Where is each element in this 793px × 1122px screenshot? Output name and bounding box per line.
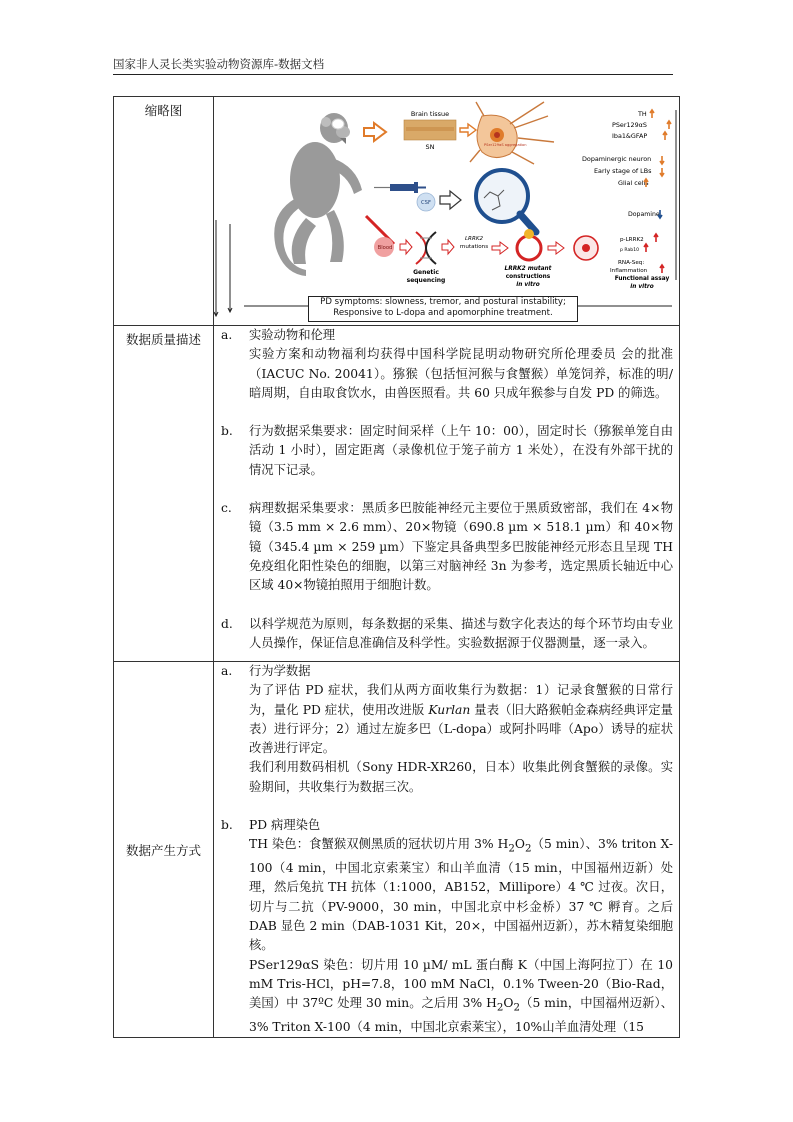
subscript: 2 [524, 842, 532, 855]
section-mark: d. [221, 616, 233, 631]
section-mark: a. [221, 664, 233, 678]
text-run: PSer129αS 染色：切片用 10 µM/ mL 蛋白酶 K（中国上海阿拉丁）在 10 mM Tris-HCl，pH=7.8，100 mM NaCl，0.1% Tween-20（Bio-Rad，美国）中 37ºC 处理 30 min。之后用 3% H [249, 957, 673, 1011]
sn-label: SN [425, 143, 435, 151]
section-body [249, 681, 673, 758]
brain-marker [332, 119, 344, 129]
header-rule [113, 74, 673, 75]
thumbnail-figure [214, 98, 680, 324]
th-label: TH [638, 110, 647, 118]
quality-section-b [214, 422, 679, 480]
magnifier-icon [476, 170, 536, 232]
marker-arrows [644, 110, 671, 187]
data-table [113, 96, 680, 1038]
pser-staining-paragraph [249, 956, 673, 1038]
iba-label: Iba1&GFAP [612, 132, 648, 140]
symptoms-caption [308, 296, 578, 322]
thumbnail-label-cell [114, 97, 214, 326]
symptoms-line-1: PD symptoms: slowness, tremor, and postural instability; [320, 297, 566, 307]
syringe-icon [374, 182, 426, 193]
text-run: TH 染色：食蟹猴双侧黑质的冠状切片用 3% H [249, 837, 509, 852]
construct-label-1: LRRK2 mutant [504, 266, 552, 272]
quality-content-cell [214, 326, 680, 662]
page-header: 国家非人灵长类实验动物资源库-数据文档 [113, 57, 325, 71]
arrow-to-neuron [460, 124, 476, 136]
monkey-illustration [274, 113, 362, 276]
section-body: 以科学规范为原则，每条数据的采集、描述与数字化表达的每个环节均由专业人员操作，保证信息准确信及科学性。实验数据源于仪器测量，逐一录入。 [249, 616, 673, 650]
arrow-to-brain-tissue [364, 123, 386, 141]
aggregation-label: PSer129αS aggregation [484, 143, 527, 147]
generation-label-cell [114, 662, 214, 1038]
quality-section-a [214, 326, 679, 403]
section-title: 实验动物和伦理 [249, 328, 336, 342]
neuron-illustration [470, 102, 554, 164]
generation-row [114, 662, 680, 1038]
section-title: PD 病理染色 [249, 818, 321, 833]
p-rab10-label: p Rab10 [620, 248, 640, 253]
blood-label: Blood [377, 245, 393, 251]
brain-tissue-band [406, 127, 454, 131]
section-mark: a. [221, 328, 233, 342]
arrow-to-functional [548, 242, 564, 254]
construct-label-3: in vitro [516, 282, 540, 288]
arrow-to-mutation [442, 240, 454, 254]
generation-content-cell [214, 662, 680, 1038]
genetic-label-1: Genetic [413, 269, 439, 276]
subscript: 2 [513, 1001, 521, 1014]
text-run: 为了评估 PD 症状，我们从两方面收集行为数据：1）记录食蟹猴的日常行为，量化 PD 症状，使用改进版 [249, 683, 673, 717]
functional-label-2: in vitro [630, 284, 654, 290]
section-body: 病理数据采集要求：黑质多巴胺能神经元主要位于黑质致密部，我们在 4×物镜（3.5 mm × 2.6 mm）、20×物镜（690.8 µm × 518.1 µm）和 40×物镜（345.4 µm × 259 µm）下鉴定具备典型多巴胺能神经元形态且呈现 TH 免疫组化阳性染色的细胞，以第三对脑神经 3n 为参考，选定黑质长轴近中心区域 40×物镜拍照用于细胞计数。 [249, 501, 673, 593]
dna-icon [416, 232, 436, 264]
text-run: O [503, 996, 514, 1011]
section-body: 行为数据采集要求：固定时间采样（上午 10：00），固定时长（猕猴单笼自由活动 1 小时），固定距离（录像机位于笼子前方 1 米处），在没有外部干扰的情况下记录。 [249, 424, 673, 477]
section-title: 行为学数据 [249, 664, 311, 678]
dopaminergic-label: Dopaminergic neuron [582, 155, 652, 163]
kurlan-term: Kurlan [428, 702, 471, 717]
csf-label: CSF [421, 200, 431, 206]
construct-label-2: constructions [505, 274, 551, 280]
quality-row [114, 326, 680, 662]
thumbnail-label: 缩略图 [144, 103, 183, 118]
left-flow-line-2 [228, 224, 232, 312]
arrow-to-dna [400, 240, 412, 254]
section-mark: c. [221, 501, 232, 516]
dopamine-label: Dopamine [628, 211, 660, 218]
schematic-diagram [214, 98, 680, 324]
functional-label-1: Functional assay [614, 276, 670, 282]
quality-section-d [214, 615, 679, 654]
section-mark: b. [221, 424, 233, 439]
symptoms-line-2: Responsive to L-dopa and apomorphine treatment. [333, 308, 553, 318]
lrrk2-mut-label-1: LRRK2 [464, 236, 484, 242]
arrow-to-lens [440, 191, 461, 209]
section-mark: b. [221, 818, 233, 833]
quality-section-c [214, 499, 679, 595]
thumbnail-content-cell [214, 97, 680, 326]
lrrk2-mut-label-2: mutations [459, 244, 489, 250]
rnaseq-label-1: RNA-Seq: [618, 260, 645, 266]
section-body: 我们利用数码相机（Sony HDR-XR260，日本）收集此例食蟹猴的录像。实验期间，共收集行为数据三次。 [249, 760, 673, 794]
section-body: 实验方案和动物福利均获得中国科学院昆明动物研究所伦理委员 会的批准（IACUC No. 20041）。猕猴（包括恒河猴与食蟹猴）单笼饲养，标准的明/暗周期，自由取食饮水，由兽医照看。共 60 只成年猴参与自发 PD 的筛选。 [249, 347, 673, 400]
early-lbs-label: Early stage of LBs [594, 167, 652, 175]
p-lrrk2-label: p-LRRK2 [620, 237, 644, 243]
rnaseq-label-2: Inflammation [610, 268, 648, 274]
thumbnail-row [114, 97, 680, 326]
glial-label: Glial cells [618, 179, 649, 187]
left-flow-line [214, 220, 218, 316]
th-staining-paragraph [249, 835, 673, 955]
cell-icon [574, 236, 598, 260]
text-run: （5 min）、3% triton X-100（4 min，中国北京索莱宝）和山羊血清（15 min，中国福州迈新）处理，然后兔抗 TH 抗体（1:1000，AB152，Millipore）4 ℃ 过夜。次日，切片与二抗（PV-9000，30 min，中国北京中杉金桥）37 ℃ 孵育。之后 DAB 显色 2 min（DAB-1031 Kit，20×，中国福州迈新），苏木精复染细胞核。 [249, 837, 673, 953]
quality-label-cell [114, 326, 214, 662]
arrow-to-construct [492, 242, 508, 254]
quality-label: 数据质量描述 [125, 332, 201, 347]
generation-label: 数据产生方式 [125, 842, 201, 858]
text-run: O [514, 837, 525, 852]
subscript: 2 [508, 842, 515, 855]
pser-label: PSer129αS [612, 121, 647, 129]
generation-section-a [214, 662, 679, 797]
text-run: 量表（旧大路猴帕金森病经典评定量表）进行评分；2）通过左旋多巴（L-dopa）或阿扑吗啡（Apo）诱导的症状改善进行评定。 [249, 702, 673, 756]
genetic-label-2: sequencing [406, 277, 446, 284]
subscript: 2 [496, 1001, 504, 1014]
generation-section-b [214, 816, 679, 1037]
brain-tissue-label: Brain tissue [410, 110, 450, 118]
text-run: （5 min，中国福州迈新）、3% Triton X-100（4 min，中国北京索莱宝），10%山羊血清处理（15 [249, 996, 673, 1034]
